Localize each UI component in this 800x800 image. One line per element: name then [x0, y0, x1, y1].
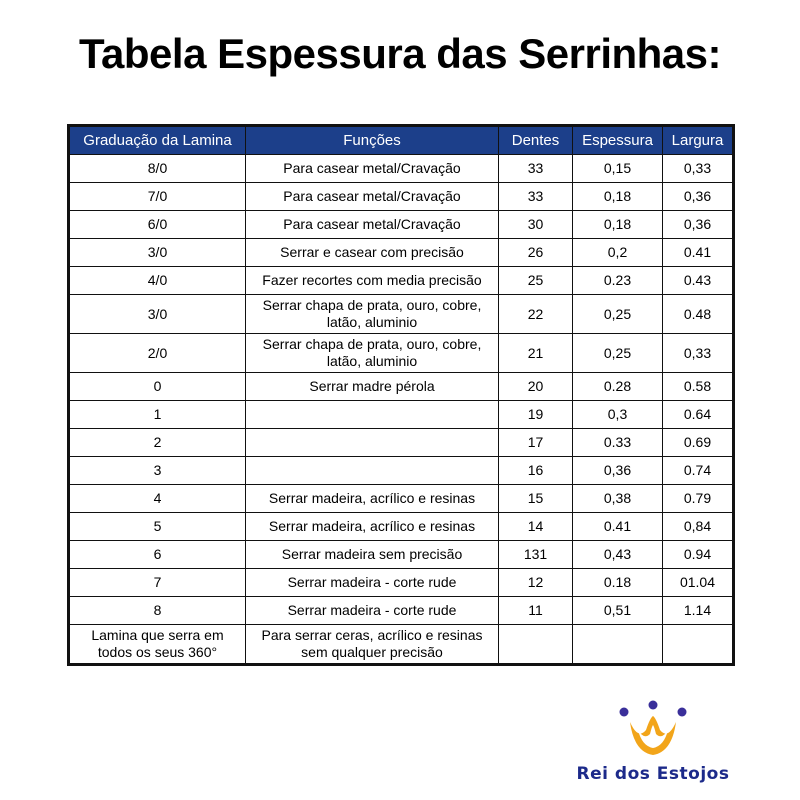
- header-espessura: Espessura: [573, 126, 663, 155]
- cell-graduacao: Lamina que serra em todos os seus 360°: [69, 625, 246, 665]
- table-row: [69, 541, 734, 569]
- table-row: [69, 267, 734, 295]
- cell-largura: 0,36: [663, 211, 734, 239]
- cell-graduacao: 4: [69, 485, 246, 513]
- page-title: Tabela Espessura das Serrinhas:: [78, 30, 722, 77]
- table-row: [69, 485, 734, 513]
- cell-largura: 0,84: [663, 513, 734, 541]
- cell-graduacao: 8: [69, 597, 246, 625]
- thickness-table: [67, 124, 735, 666]
- cell-largura: 0.48: [663, 295, 734, 334]
- table-body: [69, 155, 734, 665]
- cell-largura: 0.43: [663, 267, 734, 295]
- cell-graduacao: 6: [69, 541, 246, 569]
- cell-funcoes: Serrar madeira, acrílico e resinas: [246, 513, 499, 541]
- table-row: [69, 569, 734, 597]
- cell-dentes: 12: [499, 569, 573, 597]
- cell-dentes: 26: [499, 239, 573, 267]
- cell-dentes: 30: [499, 211, 573, 239]
- cell-funcoes: Serrar madeira - corte rude: [246, 569, 499, 597]
- table-row: [69, 295, 734, 334]
- cell-espessura: 0,38: [573, 485, 663, 513]
- header-funcoes: Funções: [246, 126, 499, 155]
- cell-largura: 0.74: [663, 457, 734, 485]
- cell-graduacao: 7/0: [69, 183, 246, 211]
- header-graduacao: Graduação da Lamina: [69, 126, 246, 155]
- cell-espessura: 0,25: [573, 334, 663, 373]
- cell-largura: 0.69: [663, 429, 734, 457]
- cell-funcoes: Serrar chapa de prata, ouro, cobre, latão, aluminio: [246, 295, 499, 334]
- cell-funcoes: Para serrar ceras, acrílico e resinas sem qualquer precisão: [246, 625, 499, 665]
- table-row: [69, 211, 734, 239]
- cell-espessura: 0.33: [573, 429, 663, 457]
- cell-graduacao: 3/0: [69, 295, 246, 334]
- cell-espessura: 0,2: [573, 239, 663, 267]
- cell-graduacao: 3: [69, 457, 246, 485]
- cell-funcoes: [246, 429, 499, 457]
- cell-largura: 1.14: [663, 597, 734, 625]
- cell-dentes: 19: [499, 401, 573, 429]
- cell-largura: 0,36: [663, 183, 734, 211]
- cell-largura: [663, 625, 734, 665]
- cell-espessura: 0.18: [573, 569, 663, 597]
- cell-dentes: 131: [499, 541, 573, 569]
- cell-largura: 0.94: [663, 541, 734, 569]
- header-largura: Largura: [663, 126, 734, 155]
- table-header-row: [69, 126, 734, 155]
- cell-espessura: 0.28: [573, 373, 663, 401]
- cell-espessura: 0,15: [573, 155, 663, 183]
- cell-dentes: [499, 625, 573, 665]
- cell-dentes: 17: [499, 429, 573, 457]
- cell-funcoes: Serrar madeira, acrílico e resinas: [246, 485, 499, 513]
- cell-funcoes: Serrar madre pérola: [246, 373, 499, 401]
- cell-funcoes: [246, 457, 499, 485]
- cell-funcoes: Serrar madeira - corte rude: [246, 597, 499, 625]
- cell-espessura: 0,25: [573, 295, 663, 334]
- cell-dentes: 16: [499, 457, 573, 485]
- cell-dentes: 21: [499, 334, 573, 373]
- cell-graduacao: 0: [69, 373, 246, 401]
- cell-espessura: 0,43: [573, 541, 663, 569]
- cell-graduacao: 7: [69, 569, 246, 597]
- cell-dentes: 11: [499, 597, 573, 625]
- crown-icon: [616, 700, 690, 760]
- cell-graduacao: 5: [69, 513, 246, 541]
- cell-espessura: 0.41: [573, 513, 663, 541]
- table-row: [69, 625, 734, 665]
- cell-espessura: 0,18: [573, 183, 663, 211]
- thickness-table-container: [67, 124, 732, 666]
- cell-largura: 0.64: [663, 401, 734, 429]
- table-row: [69, 334, 734, 373]
- cell-dentes: 33: [499, 155, 573, 183]
- header-dentes: Dentes: [499, 126, 573, 155]
- cell-espessura: [573, 625, 663, 665]
- cell-funcoes: [246, 401, 499, 429]
- cell-funcoes: Serrar madeira sem precisão: [246, 541, 499, 569]
- table-row: [69, 401, 734, 429]
- cell-largura: 0.41: [663, 239, 734, 267]
- table-row: [69, 155, 734, 183]
- cell-dentes: 33: [499, 183, 573, 211]
- table-row: [69, 597, 734, 625]
- cell-graduacao: 3/0: [69, 239, 246, 267]
- cell-graduacao: 2/0: [69, 334, 246, 373]
- cell-funcoes: Para casear metal/Cravação: [246, 155, 499, 183]
- table-row: [69, 429, 734, 457]
- table-row: [69, 513, 734, 541]
- cell-espessura: 0,51: [573, 597, 663, 625]
- cell-espessura: 0,36: [573, 457, 663, 485]
- table-row: [69, 457, 734, 485]
- cell-funcoes: Serrar e casear com precisão: [246, 239, 499, 267]
- cell-dentes: 15: [499, 485, 573, 513]
- cell-largura: 0.79: [663, 485, 734, 513]
- cell-graduacao: 4/0: [69, 267, 246, 295]
- cell-dentes: 25: [499, 267, 573, 295]
- cell-funcoes: Para casear metal/Cravação: [246, 211, 499, 239]
- cell-graduacao: 6/0: [69, 211, 246, 239]
- cell-graduacao: 2: [69, 429, 246, 457]
- cell-graduacao: 8/0: [69, 155, 246, 183]
- table-row: [69, 239, 734, 267]
- table-row: [69, 183, 734, 211]
- table-row: [69, 373, 734, 401]
- cell-funcoes: Fazer recortes com media precisão: [246, 267, 499, 295]
- cell-largura: 01.04: [663, 569, 734, 597]
- cell-espessura: 0,18: [573, 211, 663, 239]
- cell-funcoes: Para casear metal/Cravação: [246, 183, 499, 211]
- cell-funcoes: Serrar chapa de prata, ouro, cobre, latão, aluminio: [246, 334, 499, 373]
- cell-largura: 0,33: [663, 155, 734, 183]
- cell-dentes: 14: [499, 513, 573, 541]
- cell-espessura: 0.23: [573, 267, 663, 295]
- cell-dentes: 20: [499, 373, 573, 401]
- cell-graduacao: 1: [69, 401, 246, 429]
- cell-espessura: 0,3: [573, 401, 663, 429]
- cell-dentes: 22: [499, 295, 573, 334]
- brand-logo: [568, 700, 738, 790]
- cell-largura: 0.58: [663, 373, 734, 401]
- cell-largura: 0,33: [663, 334, 734, 373]
- brand-name: Rei dos Estojos: [576, 764, 730, 784]
